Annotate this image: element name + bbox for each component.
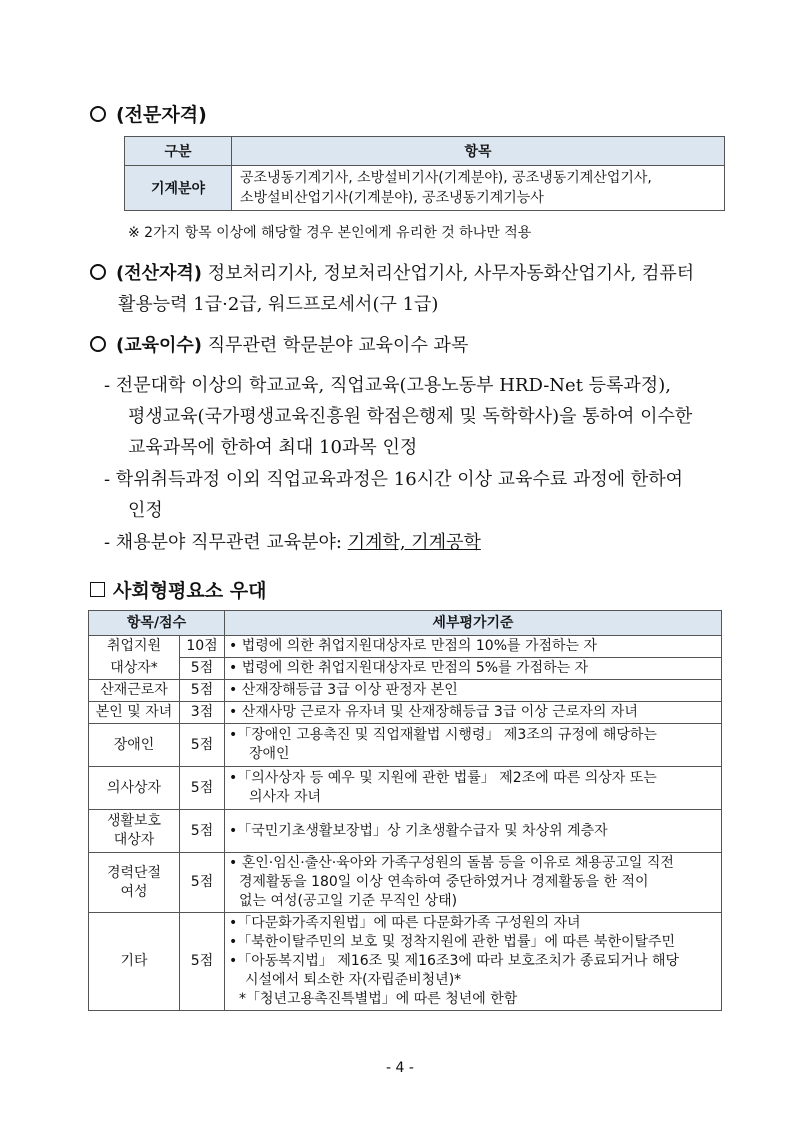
education-item-3: - 채용분야 직무관련 교육분야: 기계학, 기계공학 bbox=[104, 532, 481, 553]
circle-bullet-icon bbox=[90, 264, 106, 280]
circle-bullet-icon bbox=[90, 106, 106, 122]
table-header-items: 항목 bbox=[232, 137, 725, 166]
table-row: 경력단절 여성 5점 • 혼인·임신·출산·육아와 가족구성원의 돌봄 등을 이유로 채용공고일 직전 경제활동을 180일 이상 연속하여 중단하였거나 경제활동을 한 적이 없는 여성(공고일 기준 무직인 상태) bbox=[89, 853, 722, 913]
section-professional-qualification: (전문자격) bbox=[90, 100, 207, 127]
row-label-mechanical: 기계분야 bbox=[125, 166, 232, 211]
table-row: 장애인 5점 •「장애인 고용촉진 및 직업재활법 시행령」 제3조의 규정에 해당하는 장애인 bbox=[89, 724, 722, 767]
table-row: 본인 및 자녀 3점 • 산재사망 근로자 유자녀 및 산재장해등급 3급 이상 근로자의 자녀 bbox=[89, 702, 722, 724]
education-item-2: - 학위취득과정 이외 직업교육과정은 16시간 이상 교육수료 과정에 한하여 인정 bbox=[104, 469, 684, 521]
table-header-category: 구분 bbox=[125, 137, 232, 166]
section-it-qualification: (전산자격) 정보처리기사, 정보처리산업기사, 사무자동화산업기사, 컴퓨터 활용능력 1급·2급, 워드프로세서(구 1급) bbox=[90, 258, 730, 320]
table-row: 생활보호 대상자 5점 •「국민기초생활보장법」상 기초생활수급자 및 차상위 계층자 bbox=[89, 810, 722, 853]
table-header-item-score: 항목/점수 bbox=[89, 611, 225, 636]
table-row: 취업지원 10점 • 법령에 의한 취업지원대상자로 만점의 10%를 가점하는 자 bbox=[89, 636, 722, 658]
table-row: 의사상자 5점 •「의사상자 등 예우 및 지원에 관한 법률」 제2조에 따른 의상자 또는 의사자 자녀 bbox=[89, 767, 722, 810]
education-field-underlined: 기계학, 기계공학 bbox=[347, 532, 481, 553]
qualification-table bbox=[124, 136, 725, 211]
square-bullet-icon bbox=[90, 582, 105, 597]
table-header-criteria: 세부평가기준 bbox=[225, 611, 722, 636]
education-item-1: - 전문대학 이상의 학교교육, 직업교육(고용노동부 HRD-Net 등록과정), 평생교육(국가평생교육진흥원 학점은행제 및 독학학사)을 통하여 이수한 교육과목에 한하여 최대 10과목 인정 bbox=[104, 375, 693, 458]
table-row: 산재근로자 5점 • 산재장해등급 3급 이상 판정자 본인 bbox=[89, 680, 722, 702]
page-number: - 4 - bbox=[386, 1060, 414, 1076]
circle-bullet-icon bbox=[90, 336, 106, 352]
table-row: 대상자* 5점 • 법령에 의한 취업지원대상자로 만점의 5%를 가점하는 자 bbox=[89, 658, 722, 680]
section-education: (교육이수) 직무관련 학문분야 교육이수 과목 bbox=[90, 330, 730, 361]
social-equity-table bbox=[88, 610, 722, 1011]
row-items-mechanical: 공조냉동기계기사, 소방설비기사(기계분야), 공조냉동기계산업기사, 소방설비산업기사(기계분야), 공조냉동기계기능사 bbox=[232, 166, 725, 211]
table-row: 기타 5점 •「다문화가족지원법」에 따른 다문화가족 구성원의 자녀 •「북한이탈주민의 보호 및 정착지원에 관한 법률」에 따른 북한이탈주민 •「아동복지법」 제16조 및 제16조3에 따라 보호조치가 종료되거나 해당 시설에서 퇴소한 자(자립준비청년)* *「청년고용촉진특별법」에 따른 청년에 한함 bbox=[89, 913, 722, 1011]
qualification-note: ※ 2가지 항목 이상에 해당할 경우 본인에게 유리한 것 하나만 적용 bbox=[128, 225, 532, 241]
section-social-equity: 사회형평요소 우대 bbox=[90, 576, 266, 603]
